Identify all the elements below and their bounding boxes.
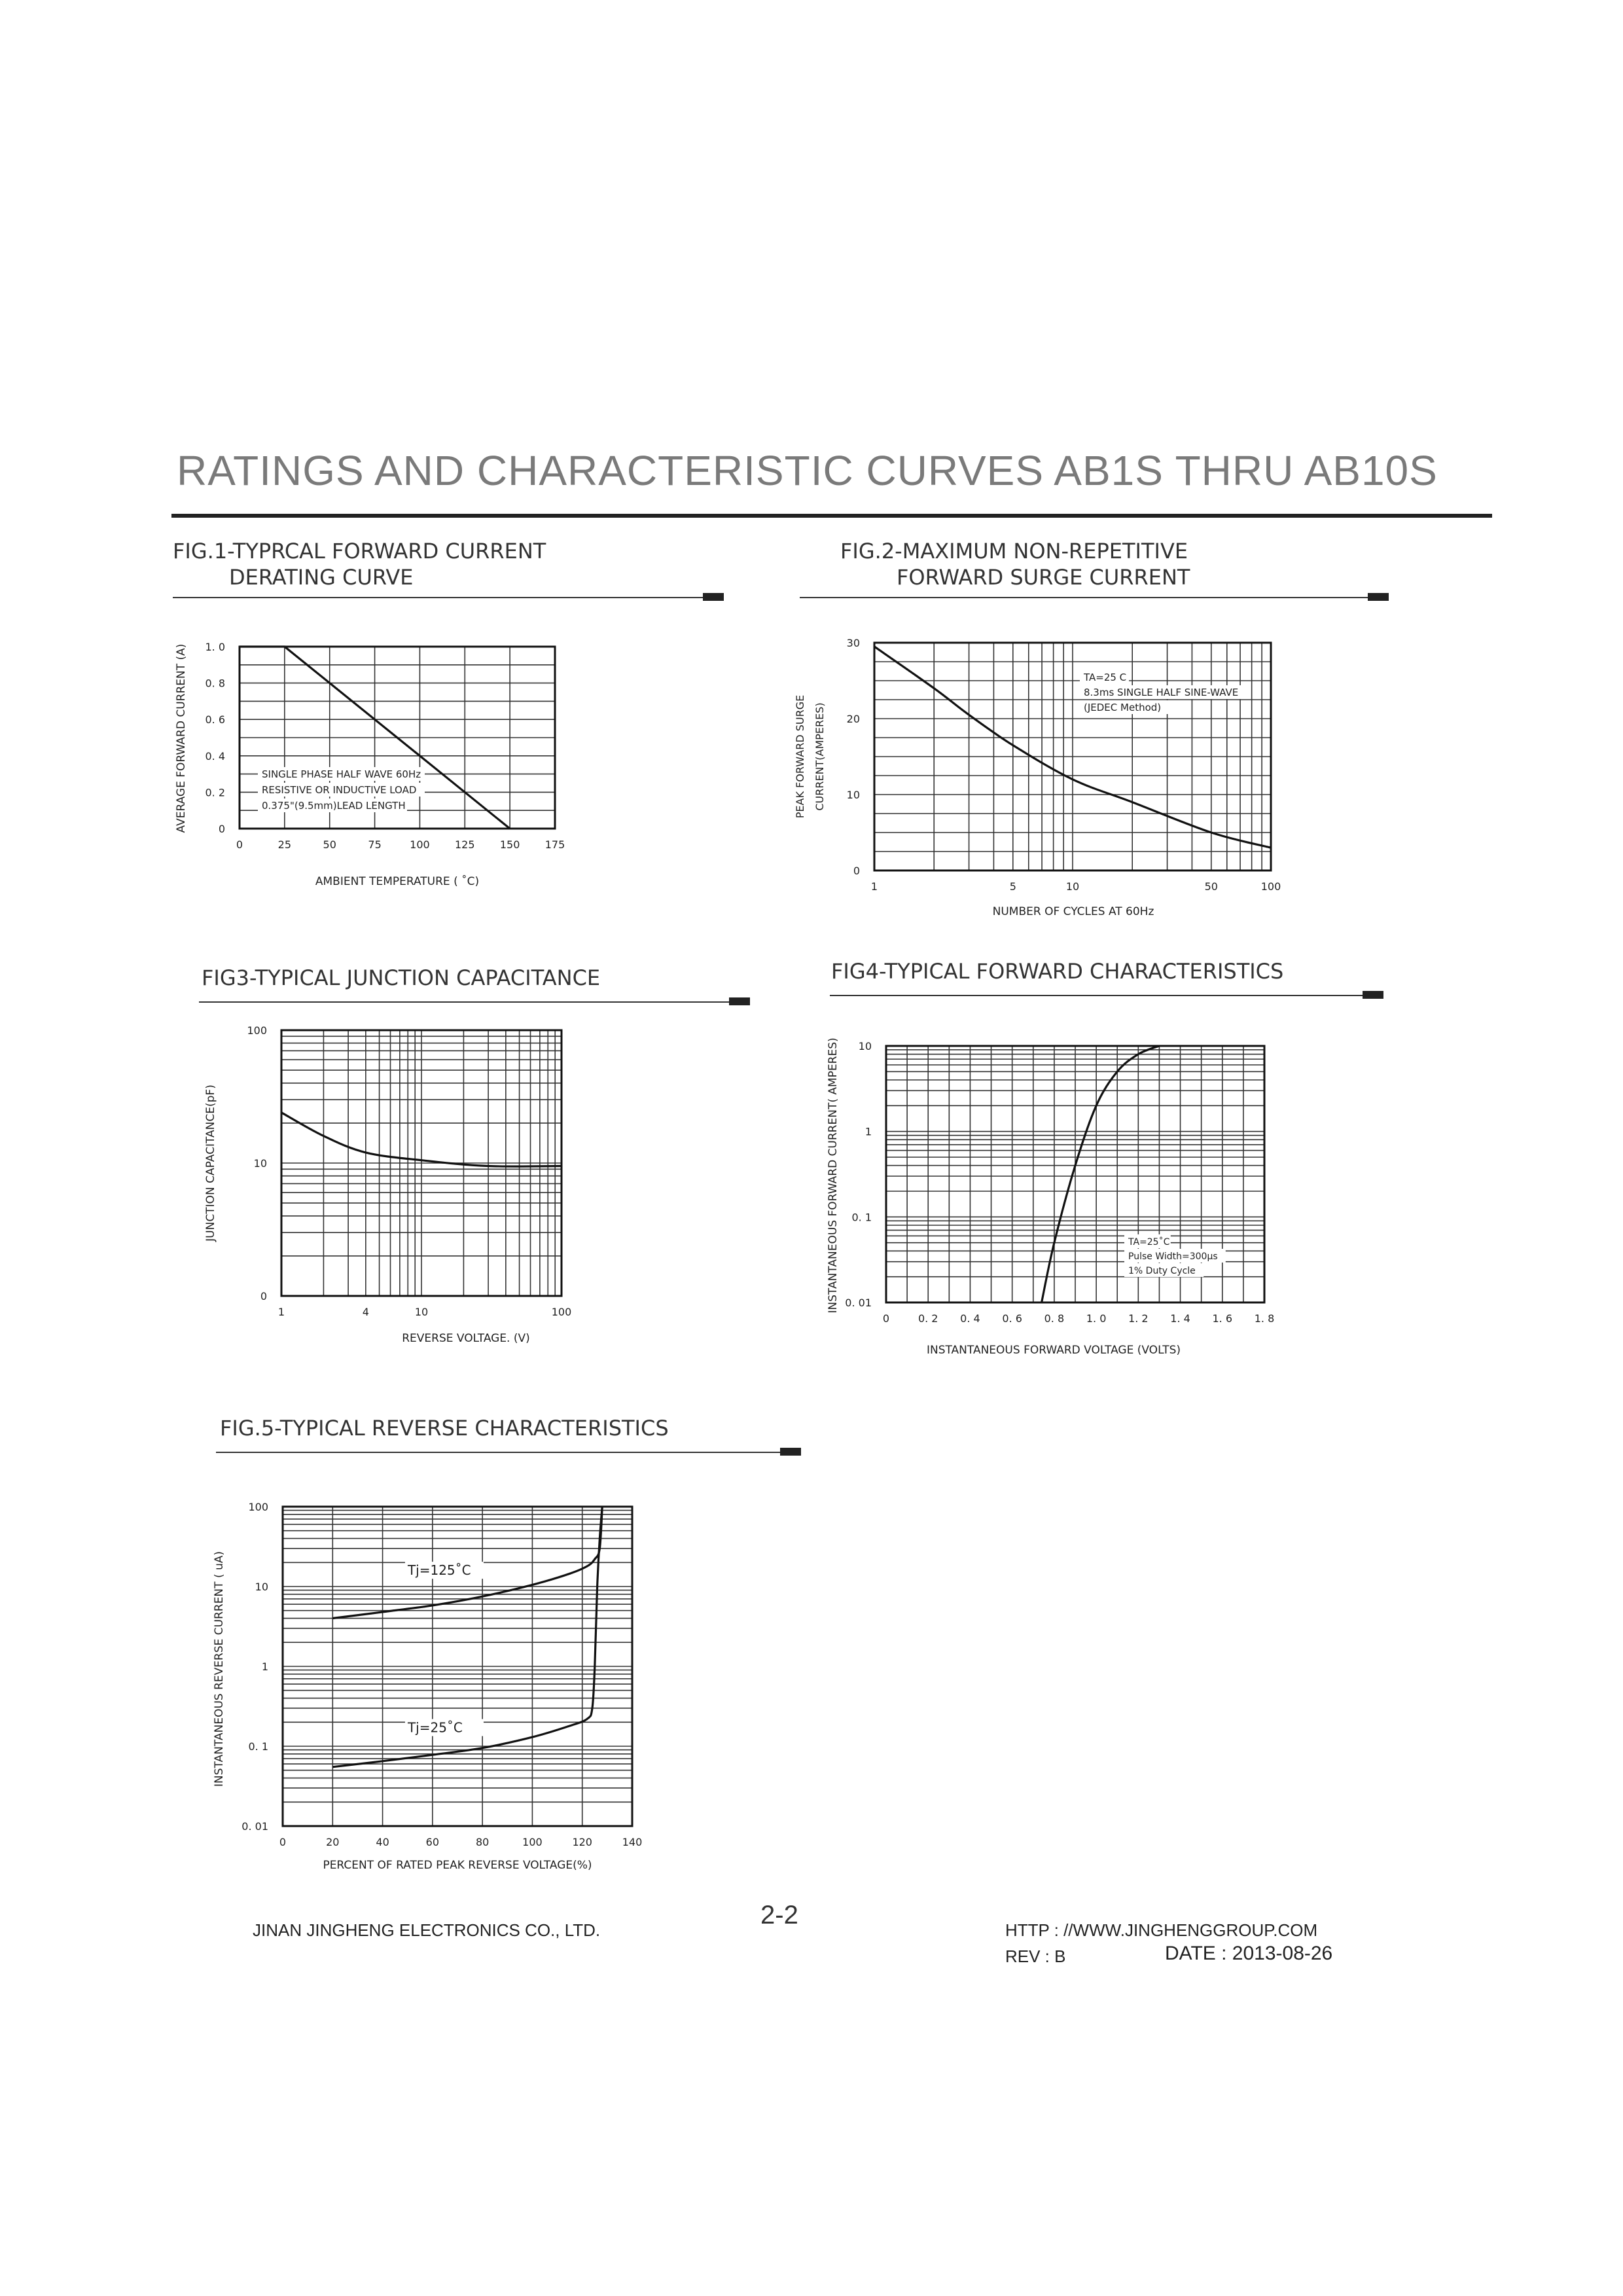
fig2-ytick-label-1: 10 (846, 789, 860, 801)
fig1-xtick-label-0: 0 (236, 838, 243, 851)
fig4-xtick-label-8: 1. 6 (1212, 1312, 1233, 1325)
fig1-xtick-label-4: 100 (410, 838, 430, 851)
fig5-ytick-label-3: 10 (255, 1581, 268, 1593)
fig3-xtick-label-1: 4 (362, 1306, 369, 1318)
fig4-xtick-label-0: 0 (882, 1312, 890, 1325)
fig2-xtick-label-1: 5 (1009, 880, 1016, 893)
fig4-ytick-label-1: 0. 1 (851, 1211, 872, 1224)
fig5-ytick-label-2: 1 (261, 1660, 268, 1673)
fig4-xtick-label-7: 1. 4 (1170, 1312, 1190, 1325)
fig4-title: FIG4-TYPICAL FORWARD CHARACTERISTICS (831, 959, 1284, 984)
fig4-ytick-label-2: 1 (865, 1125, 872, 1138)
fig4-xtick-label-4: 0. 8 (1044, 1312, 1065, 1325)
fig2-title-line2: FORWARD SURGE CURRENT (897, 565, 1190, 590)
fig1-xtick-label-6: 150 (499, 838, 520, 851)
fig1-annotation-1: RESISTIVE OR INDUCTIVE LOAD (262, 784, 417, 796)
fig5-xtick-label-2: 40 (376, 1836, 389, 1848)
fig3-ytick-label-1: 10 (253, 1157, 267, 1170)
fig5-series-1-label: Tj=25˚C (407, 1719, 463, 1736)
fig1-ytick-label-3: 0. 6 (205, 713, 225, 726)
fig4-annotation-2: 1% Duty Cycle (1128, 1266, 1196, 1276)
footer-url[interactable]: HTTP : //WWW.JINGHENGGROUP.COM (1005, 1920, 1318, 1940)
fig5-xlabel: PERCENT OF RATED PEAK REVERSE VOLTAGE(%) (323, 1859, 592, 1872)
fig4-xtick-label-5: 1. 0 (1086, 1312, 1107, 1325)
fig2-ylabel-0: PEAK FORWARD SURGE (794, 694, 806, 819)
fig2-xtick-label-2: 10 (1065, 880, 1080, 893)
fig1-ytick-label-0: 0 (218, 823, 225, 835)
page-number: 2-2 (760, 1901, 798, 1929)
fig4-ytick-label-3: 10 (858, 1040, 872, 1052)
fig1-ylabel: AVERAGE FORWARD CURRENT (A) (175, 643, 188, 833)
fig4-ylabel: INSTANTANEOUS FORWARD CURRENT( AMPERES) (827, 1037, 840, 1314)
fig1-ytick-label-2: 0. 4 (205, 749, 225, 762)
footer-company: JINAN JINGHENG ELECTRONICS CO., LTD. (253, 1920, 601, 1940)
fig1-ytick-label-4: 0. 8 (205, 677, 225, 690)
fig4-annotation-0: TA=25˚C (1128, 1237, 1170, 1247)
fig5-ytick-label-4: 100 (248, 1501, 268, 1513)
fig1-title-line2: DERATING CURVE (229, 565, 414, 590)
fig5-series-0-label: Tj=125˚C (407, 1562, 471, 1579)
fig2-annotation-0: TA=25 C (1084, 672, 1127, 683)
fig2-xtick-label-3: 50 (1204, 880, 1218, 893)
fig5-ytick-label-0: 0. 01 (241, 1820, 268, 1833)
fig3-ylabel: JUNCTION CAPACITANCE(pF) (204, 1085, 217, 1242)
fig2-xtick-label-0: 1 (870, 880, 878, 893)
fig5-xtick-label-4: 80 (475, 1836, 490, 1848)
fig4-xtick-label-3: 0. 6 (1002, 1312, 1022, 1325)
fig1-annotation-0: SINGLE PHASE HALF WAVE 60Hz (262, 768, 421, 780)
fig1-xlabel: AMBIENT TEMPERATURE ( ˚C) (315, 875, 480, 888)
fig3-ytick-label-2: 100 (247, 1024, 267, 1037)
fig5-xtick-label-7: 140 (622, 1836, 643, 1848)
footer-revision: REV : B (1005, 1946, 1066, 1966)
fig4-ytick-label-0: 0. 01 (845, 1297, 872, 1309)
fig5-title: FIG.5-TYPICAL REVERSE CHARACTERISTICS (220, 1416, 669, 1441)
fig2-ylabel-1: CURRENT(AMPERES) (813, 702, 826, 811)
fig3-xtick-label-0: 1 (277, 1306, 285, 1318)
fig1-xtick-label-5: 125 (455, 838, 475, 851)
page-title: RATINGS AND CHARACTERISTIC CURVES AB1S THRU AB10S (177, 447, 1438, 494)
fig4-xtick-label-6: 1. 2 (1128, 1312, 1149, 1325)
fig3-ytick-label-0: 0 (260, 1290, 267, 1302)
fig5-xtick-label-1: 20 (326, 1836, 340, 1848)
fig1-xtick-label-2: 50 (323, 838, 336, 851)
fig5-xtick-label-5: 100 (522, 1836, 543, 1848)
fig4-annotation-1: Pulse Width=300μs (1128, 1251, 1218, 1262)
fig2-annotation-1: 8.3ms SINGLE HALF SINE-WAVE (1084, 687, 1239, 698)
fig3-xtick-label-3: 100 (551, 1306, 572, 1318)
fig2-ytick-label-3: 30 (846, 637, 860, 649)
fig1-annotation-2: 0.375"(9.5mm)LEAD LENGTH (262, 800, 406, 812)
fig1-xtick-label-1: 25 (277, 838, 292, 851)
fig2-annotation-2: (JEDEC Method) (1084, 702, 1162, 713)
fig1-xtick-label-7: 175 (544, 838, 565, 851)
fig1-ytick-label-1: 0. 2 (205, 786, 225, 799)
fig5-ytick-label-1: 0. 1 (248, 1740, 268, 1753)
fig4-xtick-label-1: 0. 2 (918, 1312, 938, 1325)
fig4-xtick-label-9: 1. 8 (1254, 1312, 1275, 1325)
fig3-title: FIG3-TYPICAL JUNCTION CAPACITANCE (202, 965, 601, 990)
fig4-xtick-label-2: 0. 4 (960, 1312, 980, 1325)
fig2-ytick-label-0: 0 (853, 865, 860, 877)
fig5-ylabel: INSTANTANEOUS REVERSE CURRENT ( uA) (213, 1551, 226, 1787)
footer-date: DATE : 2013-08-26 (1165, 1943, 1333, 1964)
fig1-xtick-label-3: 75 (368, 838, 382, 851)
fig2-ytick-label-2: 20 (846, 713, 860, 725)
fig1-title-line1: FIG.1-TYPRCAL FORWARD CURRENT (173, 539, 546, 564)
fig3-xtick-label-2: 10 (414, 1306, 429, 1318)
fig2-xlabel: NUMBER OF CYCLES AT 60Hz (992, 905, 1154, 918)
fig3-xlabel: REVERSE VOLTAGE. (V) (402, 1332, 530, 1345)
fig5-xtick-label-3: 60 (425, 1836, 440, 1848)
fig5-xtick-label-6: 120 (572, 1836, 592, 1848)
fig1-ytick-label-5: 1. 0 (205, 641, 225, 653)
fig2-title-line1: FIG.2-MAXIMUM NON-REPETITIVE (840, 539, 1188, 564)
fig4-xlabel: INSTANTANEOUS FORWARD VOLTAGE (VOLTS) (926, 1344, 1181, 1357)
fig2-xtick-label-4: 100 (1260, 880, 1281, 893)
fig5-xtick-label-0: 0 (279, 1836, 287, 1848)
